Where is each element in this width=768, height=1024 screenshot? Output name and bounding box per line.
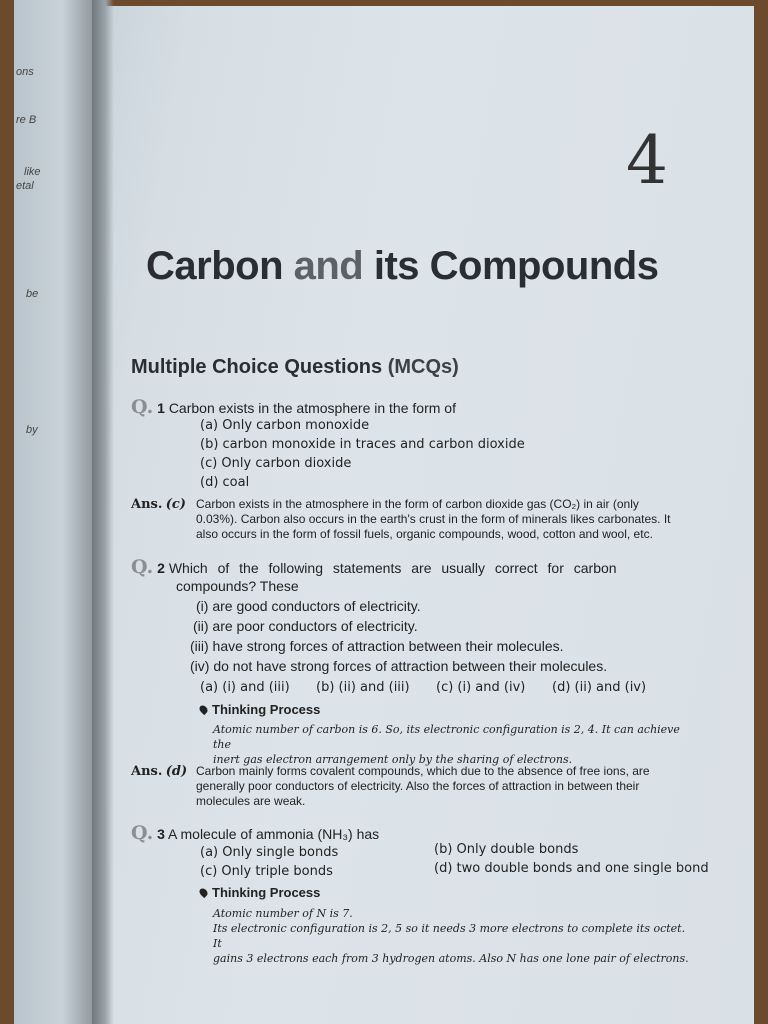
question-1: [131, 396, 456, 418]
facing-page-fragment: etal: [16, 180, 34, 192]
answer-line: Carbon mainly forms covalent compounds, which due to the absence of free ions, are: [196, 764, 650, 778]
question-text-line2: compounds? These: [176, 578, 299, 594]
thinking-process-text: [213, 906, 693, 966]
statement-iii: (iii) have strong forces of attraction between their molecules.: [190, 638, 564, 654]
facing-page-fragment: be: [26, 288, 39, 300]
answer-label: Ans.: [131, 764, 163, 779]
option-b: (b) Only double bonds: [434, 842, 579, 857]
chapter-title-part1: Carbon: [146, 244, 283, 288]
option-c: (c) Only triple bonds: [200, 864, 333, 879]
chapter-title-and: and: [293, 244, 364, 288]
chapter-title: [146, 244, 658, 289]
thinking-process-line: Atomic number of N is 7.: [213, 907, 353, 920]
answer-key: (d): [165, 764, 188, 779]
answer-label: Ans.: [131, 497, 163, 512]
thinking-process-line: Its electronic configuration is 2, 5 so it needs 3 more electrons to complete its octet. It: [213, 922, 686, 950]
question-number: 3: [157, 826, 165, 842]
option-b: (b) (ii) and (iii): [316, 680, 410, 695]
statement-i: (i) are good conductors of electricity.: [196, 598, 421, 614]
thinking-process-line: inert gas electron arrangement only by the sharing of electrons.: [213, 753, 573, 766]
section-title-text: Multiple Choice Questions: [131, 356, 383, 378]
option-d: (d) two double bonds and one single bond: [434, 861, 709, 876]
option-a: (a) (i) and (iii): [200, 680, 290, 695]
question-number: 2: [157, 560, 165, 576]
question-text: A molecule of ammonia (NH₃) has: [168, 826, 380, 842]
thinking-process-title: Thinking Process: [212, 885, 321, 900]
answer-1-text: [196, 497, 696, 542]
question-3: [131, 822, 379, 844]
answer-2-text: [196, 764, 696, 809]
facing-page-fragment: re B: [16, 114, 37, 126]
option-b: (b) carbon monoxide in traces and carbon dioxide: [200, 437, 525, 452]
facing-page-fragment: ons: [16, 66, 34, 78]
thinking-process-text: [213, 722, 693, 767]
statement-ii: (ii) are poor conductors of electricity.: [193, 618, 418, 634]
chapter-number: 4: [626, 122, 668, 199]
bulb-icon: [198, 887, 209, 898]
option-c: (c) (i) and (iv): [436, 680, 526, 695]
option-a: (a) Only carbon monoxide: [200, 418, 370, 433]
thinking-process-heading: [200, 702, 320, 717]
answer-key: (c): [165, 497, 186, 512]
facing-page: [14, 0, 94, 1024]
option-a: (a) Only single bonds: [200, 845, 339, 860]
section-title: [131, 356, 459, 379]
thinking-process-line: Atomic number of carbon is 6. So, its electronic configuration is 2, 4. It can achieve the: [213, 723, 680, 751]
question-text-line1: Which of the following statements are usually correct for carbon: [168, 560, 617, 576]
answer-line: generally poor conductors of electricity. Also the forces of attraction in between their: [196, 779, 640, 793]
thinking-process-heading: [200, 885, 320, 900]
thinking-process-title: Thinking Process: [212, 702, 321, 717]
answer-line: molecules are weak.: [196, 794, 306, 808]
statement-iv: (iv) do not have strong forces of attraction between their molecules.: [190, 658, 608, 674]
facing-page-fragment: by: [26, 424, 38, 436]
section-title-abbr: (MCQs): [387, 356, 459, 378]
chapter-title-part2: its Compounds: [373, 244, 659, 288]
question-2: [131, 556, 617, 578]
thinking-process-line: gains 3 electrons each from 3 hydrogen atoms. Also N has one lone pair of electrons.: [213, 952, 689, 965]
answer-line: Carbon exists in the atmosphere in the form of carbon dioxide gas (CO₂) in air (only: [196, 497, 639, 511]
facing-page-fragment: like: [24, 166, 41, 178]
answer-line: also occurs in the form of fossil fuels, organic compounds, wood, cotton and wool, etc.: [196, 527, 653, 541]
option-c: (c) Only carbon dioxide: [200, 456, 352, 471]
question-mark-icon: Q.: [131, 822, 154, 844]
option-d: (d) (ii) and (iv): [552, 680, 647, 695]
answer-line: 0.03%). Carbon also occurs in the earth's crust in the form of minerals likes carbonates. It: [196, 512, 671, 526]
question-mark-icon: Q.: [131, 556, 154, 578]
book-spine-shadow: [92, 0, 114, 1024]
question-mark-icon: Q.: [131, 396, 154, 418]
answer-2: [131, 764, 187, 779]
question-text: Carbon exists in the atmosphere in the form of: [168, 400, 456, 416]
option-d: (d) coal: [200, 475, 250, 490]
bulb-icon: [198, 704, 209, 715]
question-number: 1: [157, 400, 165, 416]
